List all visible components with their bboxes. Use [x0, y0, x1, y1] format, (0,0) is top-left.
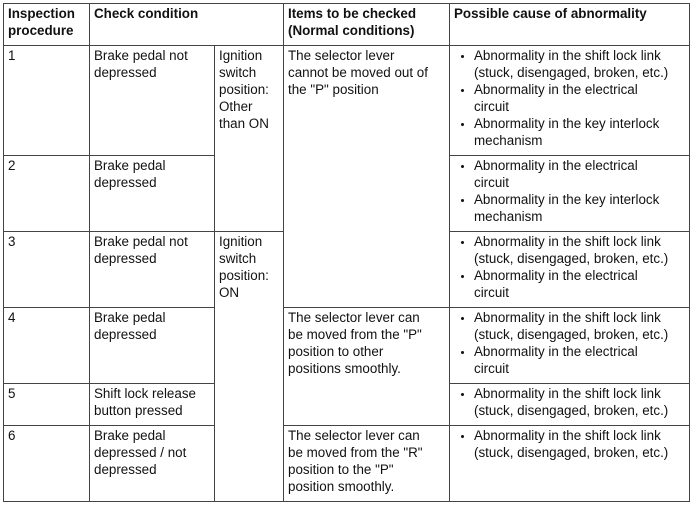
check-condition: Brake pedal depressed	[90, 308, 215, 384]
check-condition: Brake pedal depressed / not depressed	[90, 426, 215, 502]
cause-item: • Abnormality in the shift lock link (stuck, disengaged, broken, etc.)	[474, 47, 685, 81]
cause-item: • Abnormality in the electrical circuit	[474, 343, 685, 377]
check-condition: Brake pedal depressed	[90, 156, 215, 232]
procedure-number: 4	[4, 308, 90, 384]
items-checked-can-move-from-p: The selector lever can be moved from the "P" position to other positions smoothly.	[284, 308, 450, 426]
cause-list	[454, 309, 685, 377]
cause-item: • Abnormality in the shift lock link (stuck, disengaged, broken, etc.)	[474, 233, 685, 267]
cause-list	[454, 157, 685, 225]
table-row	[4, 46, 690, 156]
cause-item: • Abnormality in the key interlock mechanism	[474, 115, 685, 149]
possible-causes	[450, 232, 690, 308]
cause-item: • Abnormality in the electrical circuit	[474, 267, 685, 301]
cause-item: • Abnormality in the shift lock link (stuck, disengaged, broken, etc.)	[474, 427, 685, 461]
cause-item: • Abnormality in the electrical circuit	[474, 81, 685, 115]
possible-causes	[450, 308, 690, 384]
ignition-position-other: Ignition switch position: Other than ON	[215, 46, 284, 232]
procedure-number: 1	[4, 46, 90, 156]
cause-list	[454, 47, 685, 149]
cause-item: • Abnormality in the shift lock link (stuck, disengaged, broken, etc.)	[474, 309, 685, 343]
check-condition: Shift lock release button pressed	[90, 384, 215, 426]
possible-causes	[450, 46, 690, 156]
cause-list	[454, 385, 685, 419]
cause-list	[454, 233, 685, 301]
cause-item: • Abnormality in the key interlock mechanism	[474, 191, 685, 225]
inspection-table	[3, 3, 690, 502]
header-row	[4, 4, 690, 46]
cause-item: • Abnormality in the shift lock link (stuck, disengaged, broken, etc.)	[474, 385, 685, 419]
items-checked-can-move-from-r: The selector lever can be moved from the "R" position to the "P" position smoothly.	[284, 426, 450, 502]
possible-causes	[450, 384, 690, 426]
possible-causes	[450, 156, 690, 232]
procedure-number: 2	[4, 156, 90, 232]
items-checked-cannot-move: The selector lever cannot be moved out of the "P" position	[284, 46, 450, 308]
cause-item: • Abnormality in the electrical circuit	[474, 157, 685, 191]
procedure-number: 6	[4, 426, 90, 502]
possible-causes	[450, 426, 690, 502]
cause-list	[454, 427, 685, 461]
header-inspection-procedure: Inspection procedure	[4, 4, 90, 46]
ignition-position-on: Ignition switch position: ON	[215, 232, 284, 502]
header-check-condition: Check condition	[90, 4, 284, 46]
check-condition: Brake pedal not depressed	[90, 46, 215, 156]
header-possible-cause: Possible cause of abnormality	[450, 4, 690, 46]
table-row	[4, 426, 690, 502]
table-row	[4, 308, 690, 384]
procedure-number: 3	[4, 232, 90, 308]
procedure-number: 5	[4, 384, 90, 426]
check-condition: Brake pedal not depressed	[90, 232, 215, 308]
header-items-checked: Items to be checked (Normal conditions)	[284, 4, 450, 46]
